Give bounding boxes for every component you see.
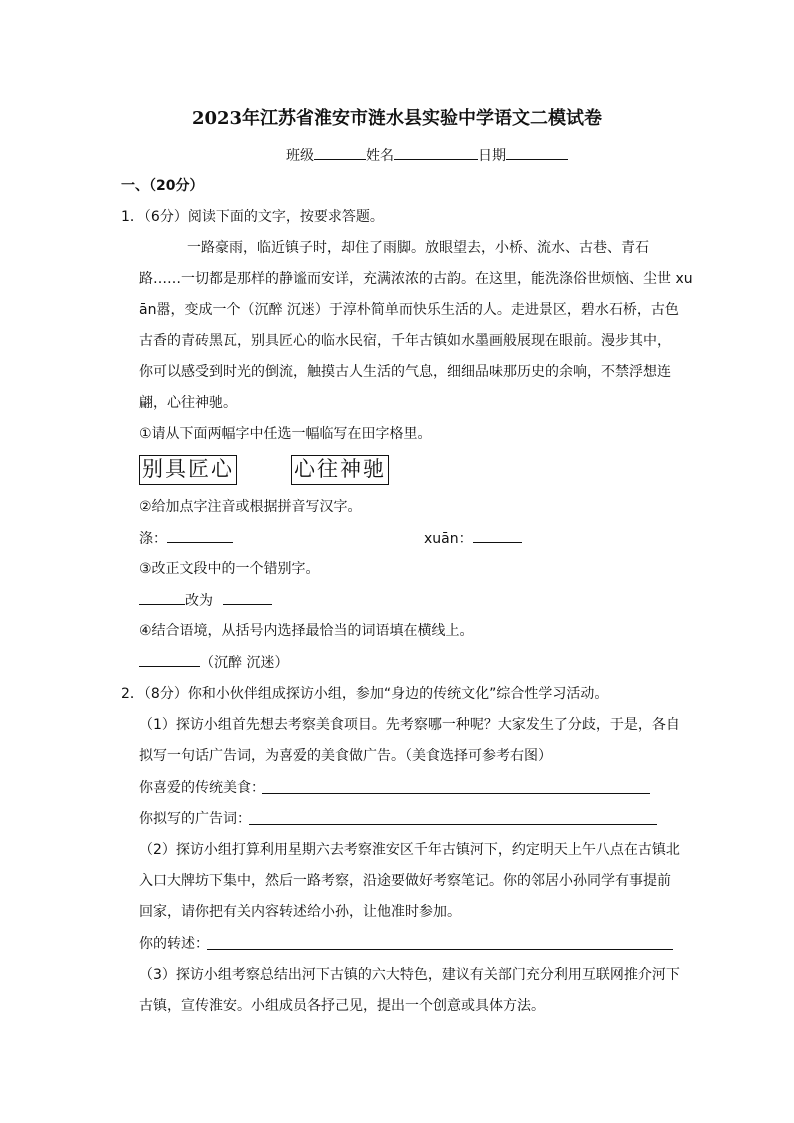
student-info <box>286 145 568 166</box>
page-title: 2023年江苏省淮安市涟水县实验中学语文二模试卷 <box>191 108 603 129</box>
relay-answer-line[interactable] <box>207 949 673 950</box>
passage-line: 翩，心往神驰。 <box>139 395 237 411</box>
calligraphy-sample-1: 别具匠心 <box>139 455 237 485</box>
passage-line: ān嚣，变成一个（沉醉 沉迷）于淳朴简单而快乐生活的人。走进景区，碧水石桥，古色 <box>139 302 679 318</box>
relay-label: 你的转述： <box>139 936 209 952</box>
date-label: 日期 <box>478 148 506 164</box>
part-1-line: 拟写一句话广告词，为喜爱的美食做广告。（美食选择可参考右图） <box>139 748 552 764</box>
part-2-line: （2）探访小组打算利用星期六去考察淮安区千年古镇河下，约定明天上午八点在古镇北 <box>139 842 680 858</box>
di-label: 涤： <box>139 531 167 547</box>
passage-line: 一路豪雨，临近镇子时，却住了雨脚。放眼望去，小桥、流水、古巷、青石 <box>187 240 649 256</box>
ad-answer-line[interactable] <box>249 824 657 825</box>
food-label: 你喜爱的传统美食： <box>139 780 265 796</box>
passage-line: 古香的青砖黑瓦，别具匠心的临水民宿，千年古镇如水墨画般展现在眼前。漫步其中， <box>139 333 671 349</box>
xuan-label: xuān： <box>424 531 473 547</box>
xuan-answer-row <box>424 528 522 549</box>
wrong-char-blank[interactable] <box>139 590 185 605</box>
di-blank[interactable] <box>167 528 233 543</box>
choice-row <box>139 652 288 673</box>
name-blank[interactable] <box>394 145 478 160</box>
passage-line: 你可以感受到时光的倒流，触摸古人生活的气息，细细品味那历史的余响，不禁浮想连 <box>139 364 671 380</box>
di-answer-row <box>139 528 233 549</box>
question-1-header: 1．（6分）阅读下面的文字，按要求答题。 <box>121 209 384 225</box>
correct-char-blank[interactable] <box>223 590 272 605</box>
section-heading: 一、（20分） <box>121 178 204 194</box>
correction-row <box>139 590 272 611</box>
part-1-line: （1）探访小组首先想去考察美食项目。先考察哪一种呢？大家发生了分歧，于是，各自 <box>139 717 680 733</box>
part-2-line: 回家，请你把有关内容转述给小孙，让他准时参加。 <box>139 904 461 920</box>
sub-question-3: ③改正文段中的一个错别字。 <box>139 561 320 577</box>
sub-question-1: ①请从下面两幅字中任选一幅临写在田字格里。 <box>139 426 432 442</box>
class-blank[interactable] <box>314 145 366 160</box>
passage-line: 路……一切都是那样的静谧而安详，充满浓浓的古韵。在这里，能洗涤俗世烦恼、尘世 xu <box>139 271 693 287</box>
part-3-line: （3）探访小组考察总结出河下古镇的六大特色，建议有关部门充分利用互联网推介河下 <box>139 967 680 983</box>
xuan-blank[interactable] <box>473 528 522 543</box>
choice-options: （沉醉 沉迷） <box>200 655 289 671</box>
date-blank[interactable] <box>506 145 568 160</box>
question-2-header: 2．（8分）你和小伙伴组成探访小组，参加“身边的传统文化”综合性学习活动。 <box>121 686 609 702</box>
name-label: 姓名 <box>366 148 394 164</box>
sub-question-4: ④结合语境，从括号内选择最恰当的词语填在横线上。 <box>139 623 474 639</box>
part-3-line: 古镇，宣传淮安。小组成员各抒己见，提出一个创意或具体方法。 <box>139 998 545 1014</box>
food-answer-line[interactable] <box>262 793 650 794</box>
ad-label: 你拟写的广告词： <box>139 811 251 827</box>
change-to-label: 改为 <box>185 593 213 609</box>
class-label: 班级 <box>286 148 314 164</box>
choice-blank[interactable] <box>139 652 200 667</box>
sub-question-2: ②给加点字注音或根据拼音写汉字。 <box>139 499 362 515</box>
calligraphy-sample-2: 心往神驰 <box>291 455 389 485</box>
part-2-line: 入口大牌坊下集中，然后一路考察，沿途要做好考察笔记。你的邻居小孙同学有事提前 <box>139 873 671 889</box>
